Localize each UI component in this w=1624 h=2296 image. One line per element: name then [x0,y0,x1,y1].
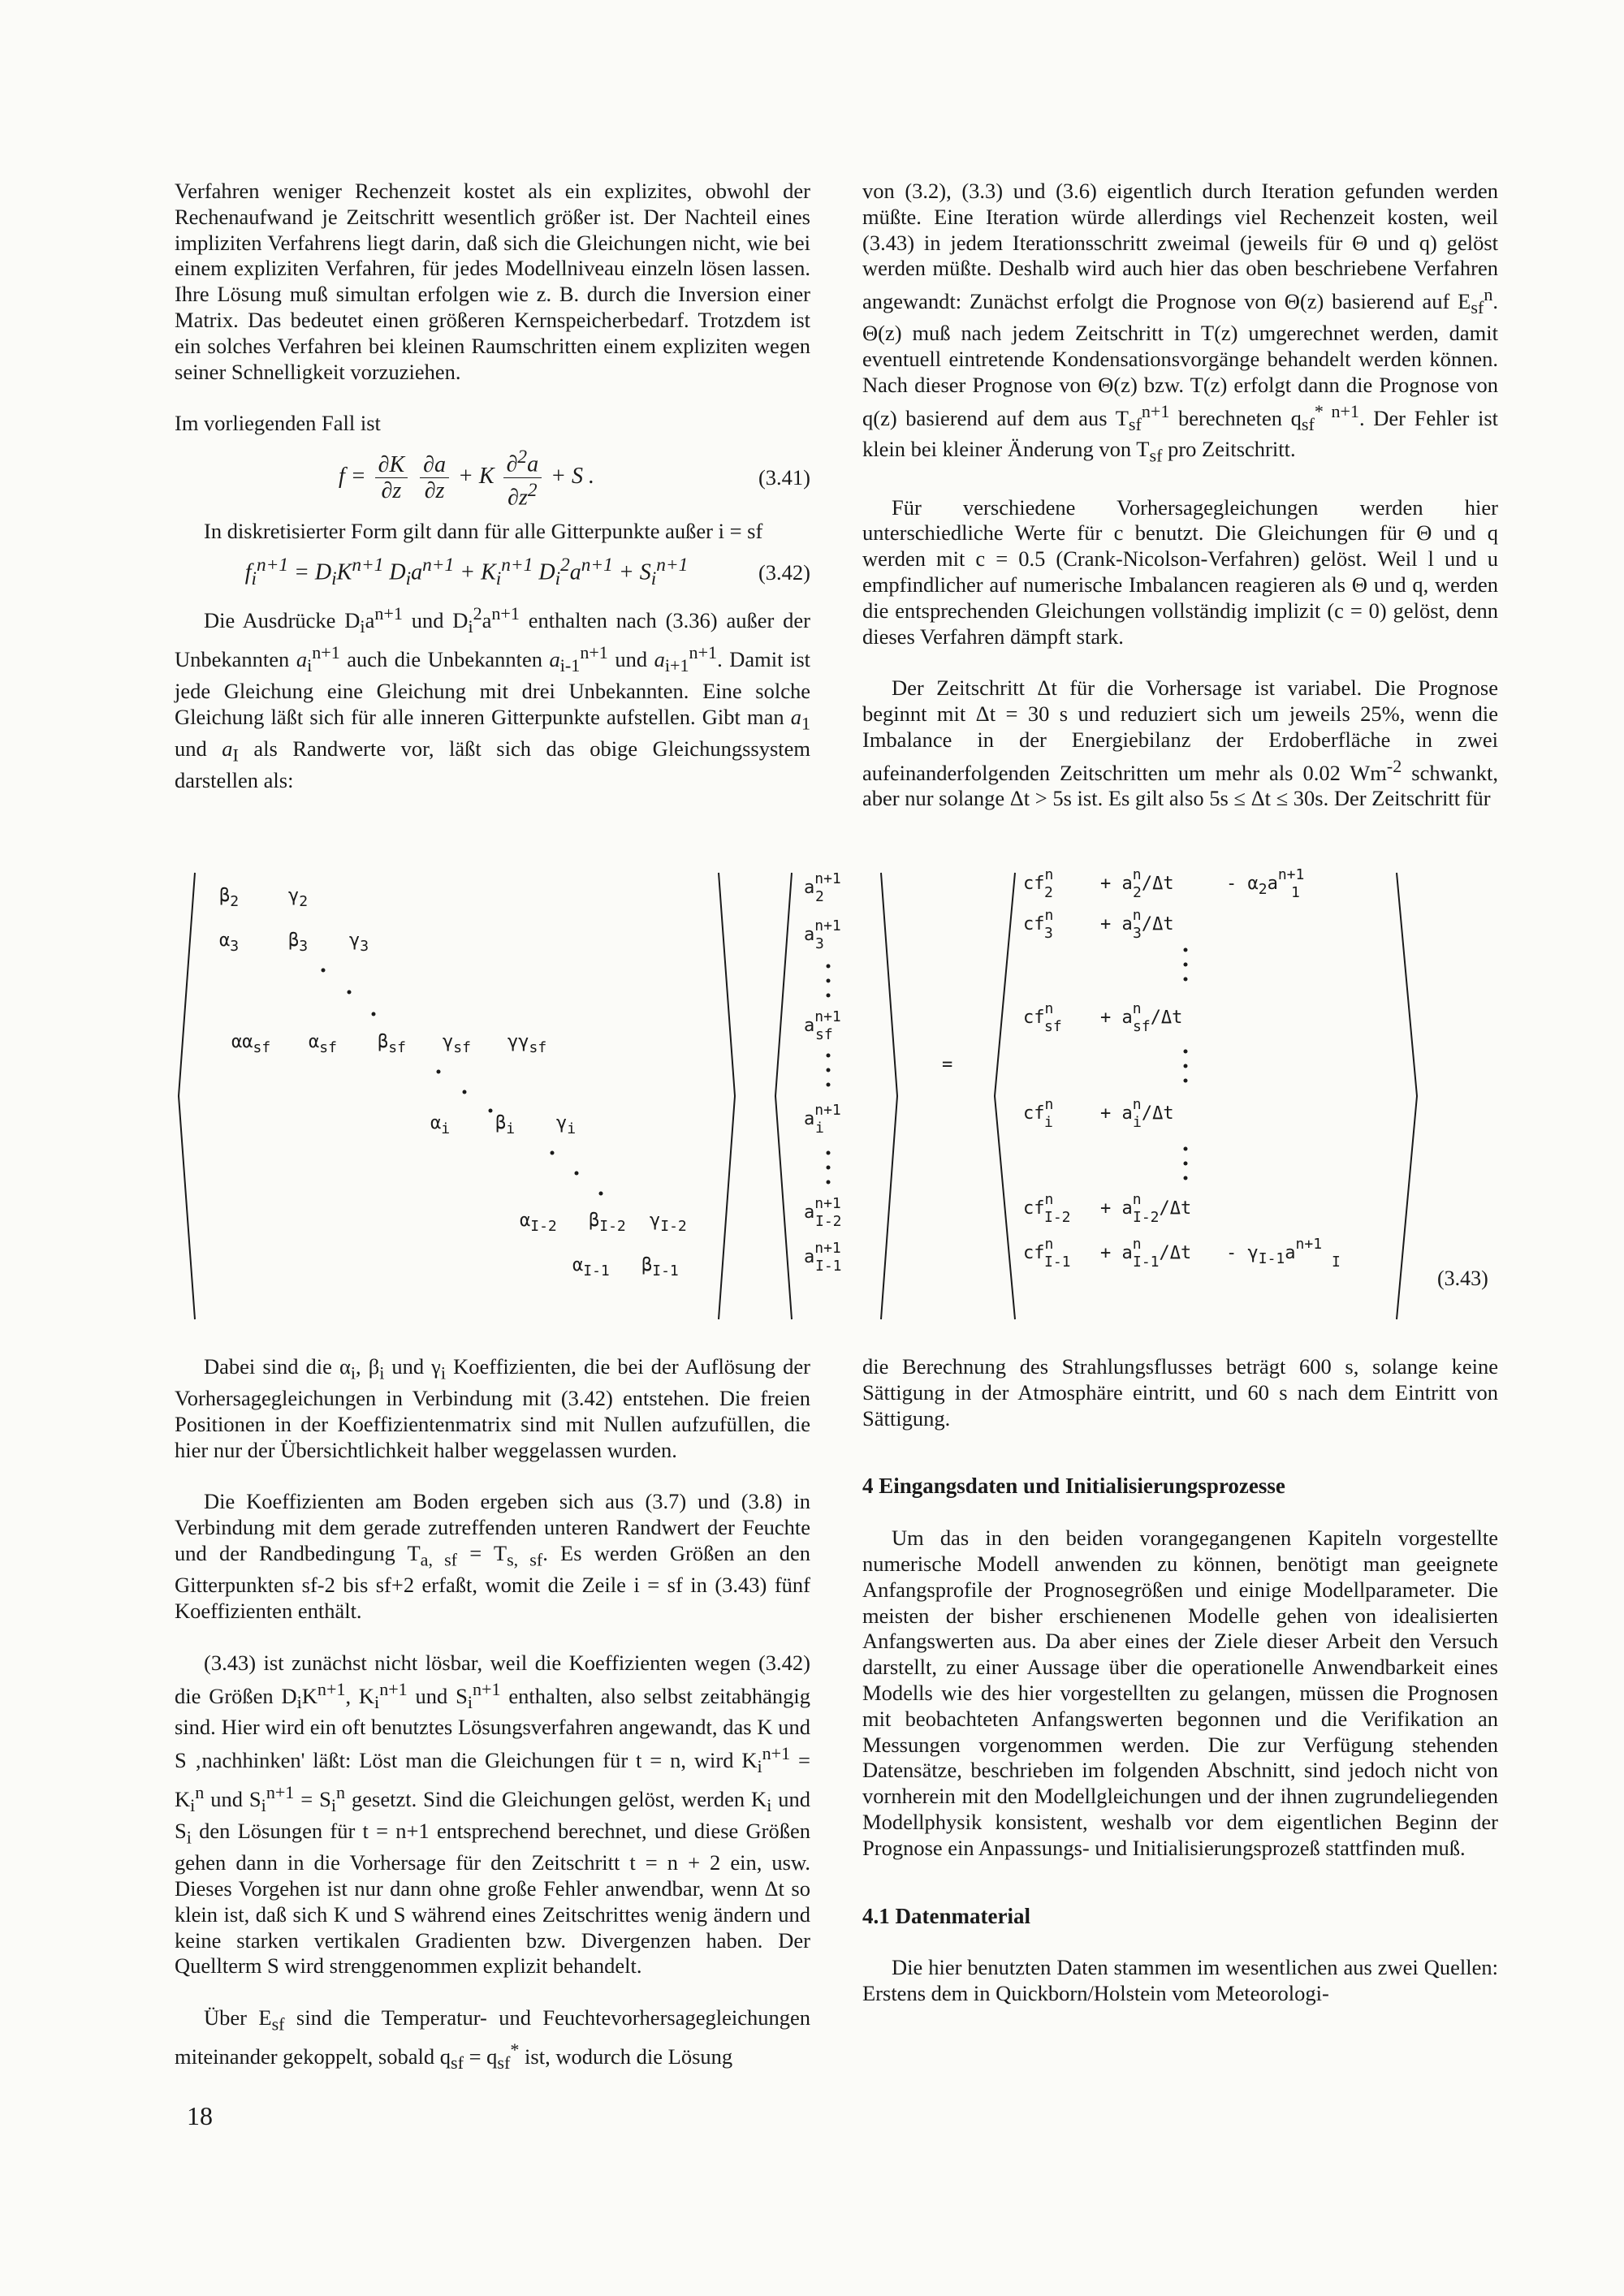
section-heading: 4 Eingangsdaten und Initialisierungsprozesse [862,1474,1285,1499]
svg-text:βI-1: $\beta_{I-1}$ [641,1255,679,1280]
svg-text:an+1I-1: $a^{n+1}$ I-1 [804,1240,842,1275]
svg-text:an+1I-2: $a^{n+1}$ I-2 [804,1195,842,1230]
equation-3-41: f = $\frac{\partial K}{\partial z}$ $\frac{\partial a}{\partial z}$ + K $\frac{\partial^2a}{\partial z^2}$ + S . (3.41) [338,447,810,511]
paragraph: Die Ausdrücke $D_ia^{n+1}$ und $D_i^2a^{n+1}$ enthalten nach (3.36) außer der Unbekannten $a_i^{n+1}$ auch die Unbekannten $a_{i-1}^{n+1}$ und $a_{i+1}^{n+1}$. Damit ist jede Gleichung eine Gleichung mit drei Unbekannten. Eine solche Gleichung läßt sich für alle inneren Gitterpunkte aufstellen. Gibt man $a_1$ und $a_I$ als Randwerte vor, läßt sich das obige Gleichungssystem darstellen als: [175,602,811,792]
ellipsis-dots [322,969,603,1196]
paragraph: von (3.2), (3.3) und (3.6) eigentlich durch Iteration gefunden werden müßte. Eine Iteration würde allerdings viel Rechenzeit kosten, weil (3.43) in jedem Iterationsschritt zweimal (jeweils für Θ und q) gelöst werden müßte. Deshalb wird auch hier das oben beschriebene Verfahren angewandt: Zunächst erfolgt die Prognose von Θ(z) basierend auf $E_{sf}^n$. Θ(z) muß nach jedem Zeitschritt in T(z) umgerechnet werden, damit eventuell eintretende Kondensationsvorgänge behandelt werden können. Nach dieser Prognose von Θ(z) bzw. T(z) erfolgt dann die Prognose von q(z) basierend auf dem aus $T_{sf}^{n+1}$ berechneten $q_{sf}^*$ $^{n+1}$. Der Fehler ist klein bei kleiner Änderung von $T_{sf}$ pro Zeitschritt. [862,179,1498,466]
svg-text:γ3: $\gamma_3$ [349,930,369,955]
svg-text:cfni+ ani/Δt: $cf^n$ $i + a^n$ i/Δt [1023,1096,1174,1131]
svg-text:γsf: $\gamma_{sf}$ [443,1032,471,1056]
paragraph: Dabei sind die $\alpha_i$, $\beta_i$ und $\gamma_i$ Koeffizienten, die bei der Auflösung der Vorhersagegleichungen in Verbindung mit (3.42) entstehen. Die freien Positionen in der Koeffizientenmatrix sind mit Nullen aufzufüllen, die hier nur der Übersichtlichkeit halber weggelassen wurden. [175,1354,811,1462]
ellipsis-dots [827,965,831,1185]
svg-text:αI-2: $\alpha_{I-2}$ [520,1211,557,1235]
svg-text:γi: $\gamma_i$ [556,1113,577,1137]
paragraph: Über $E_{sf}$ sind die Temperatur- und Feuchtevorhersagegleichungen miteinander gekoppelt, sobald $q_{sf} = q_{sf}^*$ ist, wodurch die Lösung [175,2005,810,2074]
svg-text:γI-2: $\gamma_{I-2}$ [650,1211,687,1235]
rhs-bracket-left [995,873,1015,1319]
svg-text:αi: $\alpha_i$ [430,1113,451,1137]
paragraph: Die hier benutzten Daten stammen im wesentlichen aus zwei Quellen: Erstens dem in Quickborn/Holstein vom Meteorologi- [862,1955,1498,2006]
paragraph: Im vorliegenden Fall ist [175,411,381,436]
coefficient-matrix [219,886,687,1280]
svg-text:an+1i: $a^{n+1}$ i [804,1102,841,1137]
left-column-top [175,179,810,794]
svg-text:an+13: $a^{n+1}$ 3 [804,917,841,952]
svg-text:cfn2+ an2/Δt- α2an+11: $cf^n$ $2 + a^n$ $2/\Delta t - \alpha_2a^{n+1}$ 1 [1023,866,1305,901]
paragraph: die Berechnung des Strahlungsflusses beträgt 600 s, solange keine Sättigung in der Atmosphäre eintritt, und 60 s nach dem Eintritt von Sättigung. [862,1354,1498,1431]
equation-label: (3.43) [1437,1267,1488,1290]
svg-text:cfnI-1+ anI-1/Δt- γI-1an+1I: $cf^n$ $I-1 + a^n$ $I-1/\Delta t - \gamma_{I-1}a^{n+1}I$ [1023,1236,1341,1271]
svg-text:βI-2: $\beta_{I-2}$ [589,1211,626,1235]
paragraph: Um das in den beiden vorangegangenen Kapiteln vorgestellte numerische Modell anwenden zu können, benötigt man geeignete Anfangsprofile der Prognosegrößen und einige Modellparameter. Die meisten der bisher erschienenen Modelle gehen von idealisierten Anfangswerten aus. Da aber eines der Ziele dieser Arbeit den Versuch darstellt, zu einer Aussage über die operationelle Anwendbarkeit eines Modells wie des hier vorgestellten zu gelangen, müssen die Prognosen mit beobachteten Anfangswerten begonnen und die Verifikation an Messungen vorgenommen werden. Die zur Verfügung stehenden Datensätze, beschrieben im folgenden Abschnitt, sind jedoch nicht von vornherein mit den Modellgleichungen und der ihnen zugrundeliegenden Modellphysik konsistent, weshalb vor dem eigentlichen Beginn der Prognose ein Anpassungs- und Initialisierungsprozeß stattfinden muß. [862,1526,1498,1860]
unknown-vector [804,870,842,1275]
subsection-heading: 4.1 Datenmaterial [862,1903,1030,1928]
svg-text:an+1sf: $a^{n+1}$ sf [804,1008,841,1043]
equals-sign: = [942,1055,953,1075]
paragraph: Die Koeffizienten am Boden ergeben sich aus (3.7) und (3.8) in Verbindung mit dem gerade zutreffenden unteren Randwert der Feuchte und der Randbedingung $T_{a, sf} = T_{s, sf}$. Es werden Größen an den Gitterpunkten sf-2 bis sf+2 erfaßt, womit die Zeile i = sf in (3.43) fünf Koeffizienten enthält. [175,1489,810,1623]
svg-text:cfnsf+ ansf/Δt: $cf^n$ sf + $a^n$ sf/Δt [1023,1000,1183,1035]
svg-text:α3: $\alpha_3$ [219,930,240,955]
matrix-equation-3-43 [0,848,1624,1327]
right-column-bottom [862,1354,1498,2007]
svg-text:cfn3+ an3/Δt: $cf^n$ $3 + a^n$ 3/Δt [1023,907,1174,942]
svg-text:βsf: $\beta_{sf}$ [378,1032,406,1056]
svg-text:γ2: $\gamma_2$ [288,886,309,910]
paragraph: Für verschiedene Vorhersagegleichungen werden hier unterschiedliche Werte für c benutzt. Die Gleichungen für Θ und q werden mit c = 0.5 (Crank-Nicolson-Verfahren) gelöst. Weil l und u empfindlicher auf numerische Imbalancen reagieren als Θ und q, werden die entsprechenden Gleichungen vollständig implizit (c = 0) gelöst, denn dieses Verfahren dämpft stark. [862,494,1498,649]
vector-bracket-left [775,873,792,1319]
ellipsis-dots [1184,948,1188,1180]
equation-3-42: $f_i^{n+1} = D_iK^{n+1}$ $D_ia^{n+1} + K_i^{n+1}$ $D_i^2a^{n+1} + S_i^{n+1}$ (3.42) [244,555,810,590]
svg-text:β3: $\beta_3$ [288,930,309,955]
equation-label: (3.42) [758,559,810,585]
right-column-top [862,179,1498,812]
paragraph: (3.43) ist zunächst nicht lösbar, weil die Koeffizienten wegen (3.42) die Größen $D_iK^{n+1}$, $K_i^{n+1}$ und $S_i^{n+1}$ enthalten, also selbst zeitabhängig sind. Hier wird ein oft benutztes Lösungsverfahren angewandt, das K und S ‚nachhinken' läßt: Löst man die Gleichungen für t = n, wird $K_i^{n+1} = K_i^n$ und $S_i^{n+1} = S_i^n$ gesetzt. Sind die Gleichungen gelöst, werden $K_i$ und $S_i$ den Lösungen für t = n+1 entsprechend berechnet, und diese Größen gehen dann in die Vorhersage für den Zeitschritt t = n + 2 ein, usw. Dieses Vorgehen ist nur dann ohne große Fehler anwendbar, wenn Δt so klein ist, daß sich K und S während eines Zeitschrittes wenig ändern und keine starken vertikalen Gradienten bzw. Divergenzen haben. Der Quellterm S wird strenggenommen explizit behandelt. [175,1650,811,1979]
matrix-bracket-left [179,873,195,1319]
rhs-vector [1023,866,1341,1271]
svg-text:an+12: $a^{n+1}$ 2 [804,870,841,905]
svg-text:ααsf: $\alpha\alpha_{sf}$ [231,1032,271,1056]
rhs-bracket-right [1397,873,1417,1319]
svg-text:β2: $\beta_2$ [219,886,240,910]
svg-text:αI-1: $\alpha_{I-1}$ [572,1255,610,1280]
left-column-bottom [175,1354,810,2076]
paragraph: In diskretisierter Form gilt dann für alle Gitterpunkte außer i = sf [204,519,763,544]
page-number: 18 [187,2101,213,2130]
svg-text:αsf: $\alpha_{sf}$ [309,1032,337,1056]
equation-label: (3.41) [758,464,810,490]
paragraph: Der Zeitschritt Δt für die Vorhersage ist variabel. Die Prognose beginnt mit Δt = 30 s und reduziert sich um jeweils 25%, wenn die Imbalance in der Energiebilanz der Erdoberfläche in zwei aufeinanderfolgenden Zeitschritten um mehr als 0.02 $Wm^{-2}$ schwankt, aber nur solange Δt > 5s ist. Es gilt also 5s ≤ Δt ≤ 30s. Der Zeitschritt für [862,675,1498,811]
vector-bracket-right [881,873,897,1319]
svg-text:βi: $\beta_i$ [495,1113,516,1137]
paragraph: Verfahren weniger Rechenzeit kostet als ein explizites, obwohl der Rechenaufwand je Zeitschritt wesentlich größer ist. Der Nachteil eines impliziten Verfahrens liegt darin, daß sich die Gleichungen nicht, wie bei einem expliziten Verfahren, für jedes Modellniveau einzeln lösen lassen. Ihre Lösung muß simultan erfolgen wie z. B. durch die Inversion einer Matrix. Das bedeutet einen größeren Kernspeicherbedarf. Trotzdem ist ein solches Verfahren bei kleinen Raumschritten einem expliziten wegen seiner Schnelligkeit vorzuziehen. [175,179,810,384]
svg-text:cfnI-2+ anI-2/Δt: $cf^n$ $I-2 + a^n$ I-2/Δt [1023,1191,1192,1226]
svg-text:γγsf: $\gamma\gamma_{sf}$ [508,1032,547,1056]
matrix-bracket-right [719,873,735,1319]
